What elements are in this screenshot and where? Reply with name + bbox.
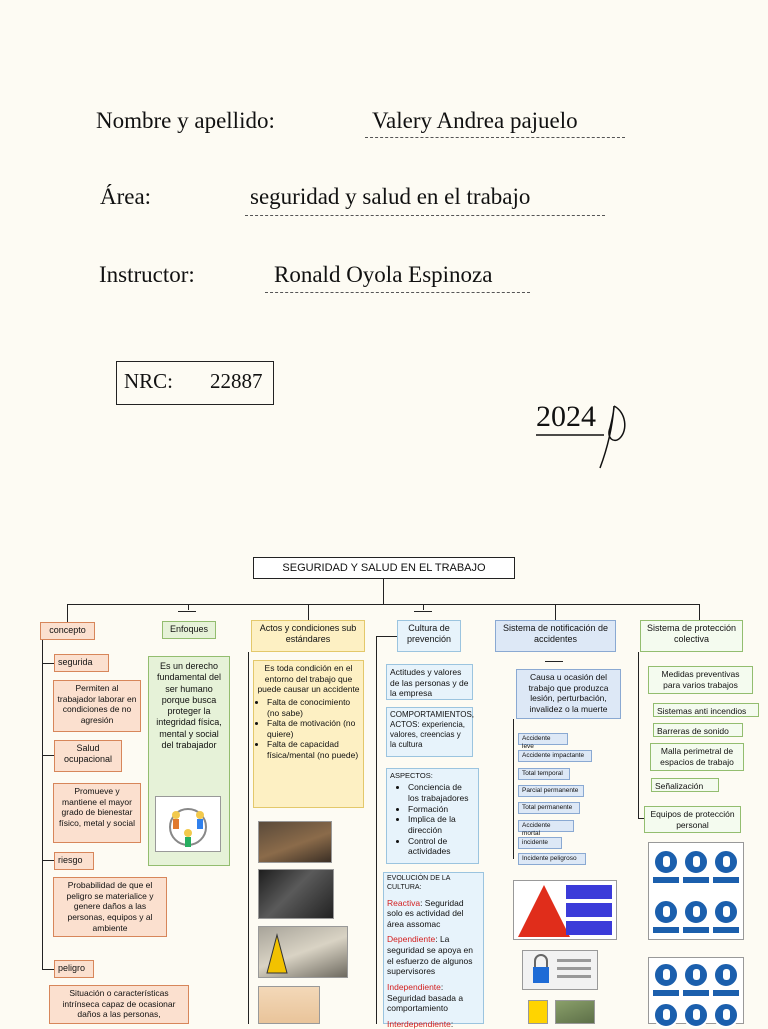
nrc-label: NRC: (124, 369, 174, 393)
area-value: seguridad y salud en el trabajo (250, 184, 531, 209)
ppe-sign-icon (713, 1002, 739, 1028)
interdependiente-text: : (450, 1018, 454, 1029)
evolucion-reactiva (387, 898, 480, 930)
aspecto-item: • Implica de la dirección (408, 814, 475, 835)
enfoques-header: Enfoques (162, 621, 216, 639)
ppe-signs-panel-2 (648, 957, 744, 1024)
name-label: Nombre y apellido: (96, 108, 275, 133)
workplace-photo-1 (258, 821, 332, 863)
riesgo-node: riesgo (54, 852, 94, 870)
ppe-sign-icon (683, 962, 709, 988)
sistema-desc: Causa u ocasión del trabajo que produzca lesión, perturbación, invalidez o la muerte (516, 669, 621, 719)
sign-caption (683, 877, 709, 883)
sistema-item: Accidente mortal (518, 820, 574, 832)
electrical-warning-icon (528, 1000, 548, 1024)
cultura-comportamientos: COMPORTAMIENTOS, ACTOS: experiencia, valores, creencias y la cultura (386, 707, 473, 757)
ppe-sign-icon (683, 899, 709, 925)
aspecto-item: • Control de actividades (408, 836, 475, 857)
padlock-icon (523, 951, 597, 989)
sign-caption (653, 877, 679, 883)
cultura-actitudes: Actitudes y valores de las personas y de la empresa (386, 664, 473, 700)
sistema-item: Total temporal (518, 768, 570, 780)
connector-enfoques (188, 604, 189, 610)
actos-header: Actos y condiciones sub estándares (251, 620, 365, 652)
site-photo (555, 1000, 595, 1024)
teamwork-illustration (155, 796, 221, 852)
actos-spine (248, 652, 249, 1024)
lockout-tag-figure (522, 950, 598, 990)
sistema-spine (513, 719, 514, 859)
sistema-item: Accidente impactante (518, 750, 592, 762)
evolucion-independiente (387, 982, 480, 1014)
actos-item: • Falta de conocimiento (no sabe) (267, 697, 360, 718)
riesgo-desc: Probabilidad de que el peligro se materialice y genere daños a las personas, equipos y al ambiente (53, 877, 167, 937)
area-underline (245, 215, 605, 216)
sistema-header: Sistema de notificación de accidentes (495, 620, 616, 652)
concepto-spine (42, 640, 43, 970)
cultura-spine (376, 636, 377, 1024)
fall-photo (258, 926, 348, 978)
proteccion-item: Malla perimetral de espacios de trabajo (650, 743, 744, 771)
sign-caption (653, 990, 679, 996)
aspectos-list (390, 782, 475, 856)
year: 2024 (536, 400, 596, 433)
connector-sistema (555, 604, 556, 620)
sistema-item: Accidente leve (518, 733, 568, 745)
salud-node: Salud ocupacional (54, 740, 122, 772)
connector-segurida (42, 663, 54, 664)
connector-actos (308, 604, 309, 620)
epp-node: Equipos de protección personal (644, 806, 741, 833)
connector-cultura (423, 604, 424, 610)
proteccion-spine (638, 652, 639, 818)
accident-pyramid-figure (513, 880, 617, 940)
salud-desc: Promueve y mantiene el mayor grado de bienestar físico, metal y social (53, 783, 141, 843)
cultura-aspectos (386, 768, 479, 864)
independiente-text: : Seguridad basada a comportamiento (387, 981, 464, 1014)
sign-caption (713, 927, 739, 933)
segurida-node: segurida (54, 654, 109, 672)
teamwork-figures (156, 797, 220, 851)
cultura-evolucion (383, 872, 484, 1029)
dependiente-text: : La seguridad se apoya en el esfuerzo de algunos supervisores (387, 934, 474, 977)
tick-enfoques (178, 611, 196, 612)
connector-peligro (42, 969, 54, 970)
instructor-label: Instructor: (99, 262, 195, 287)
name-value: Valery Andrea pajuelo (372, 108, 578, 133)
connector-main-bar (67, 604, 699, 605)
cables-photo (258, 869, 334, 919)
ppe-sign-icon (653, 1002, 679, 1028)
sign-caption (683, 990, 709, 996)
sign-caption (653, 927, 679, 933)
ppe-sign-icon (713, 899, 739, 925)
connector-salud (42, 755, 54, 756)
peligro-desc: Situación o características intrínseca capaz de ocasionar daños a las personas, (49, 985, 189, 1024)
ppe-sign-icon (713, 962, 739, 988)
ppe-sign-icon (653, 899, 679, 925)
dependiente-label: Dependiente (387, 934, 436, 945)
ppe-sign-icon (653, 962, 679, 988)
sign-caption (713, 990, 739, 996)
name-underline (365, 137, 625, 138)
concepto-header: concepto (40, 622, 95, 640)
actos-item: • Falta de motivación (no quiere) (267, 718, 360, 739)
sistema-item: Incidente peligroso (518, 853, 586, 865)
tick-cultura (414, 611, 432, 612)
connector-concepto (67, 604, 68, 622)
proteccion-item: Señalización (651, 778, 719, 792)
interdependiente-label: Interdependiente (387, 1018, 451, 1029)
sign-caption (683, 927, 709, 933)
area-label: Área: (100, 184, 152, 209)
sign-caption (713, 877, 739, 883)
evolucion-dependiente (387, 934, 480, 977)
proteccion-item: Barreras de sonido (653, 723, 743, 737)
worker-photo (258, 986, 320, 1024)
connector-proteccion (699, 604, 700, 620)
signature-flourish (534, 402, 634, 472)
wet-floor-sign-icon (259, 927, 347, 977)
cultura-hook (376, 636, 397, 637)
instructor-underline (265, 292, 530, 293)
aspecto-item: • Conciencia de los trabajadores (408, 782, 475, 803)
instructor-value: Ronald Oyola Espinoza (274, 262, 493, 287)
ppe-sign-icon (653, 849, 679, 875)
enfoques-desc: Es un derecho fundamental del ser humano porque busca proteger la integridad física, mental y social del trabajador (156, 661, 222, 750)
connector-title (383, 579, 384, 604)
actos-card (253, 660, 364, 808)
peligro-node: peligro (54, 960, 94, 978)
sistema-item: Total permanente (518, 802, 580, 814)
segurida-desc: Permiten al trabajador laborar en condiciones de no agresión (53, 680, 141, 732)
reactiva-text: : Seguridad solo es actividad del área assomac (387, 897, 464, 929)
cultura-header: Cultura de prevención (397, 620, 461, 652)
ppe-sign-icon (683, 1002, 709, 1028)
aspectos-title: ASPECTOS: (390, 771, 433, 780)
ppe-sign-icon (713, 849, 739, 875)
sistema-item: Parcial permanente (518, 785, 584, 797)
map-title: SEGURIDAD Y SALUD EN EL TRABAJO (253, 557, 515, 579)
sistema-item: incidente (518, 837, 562, 849)
independiente-label: Independiente (387, 981, 441, 992)
actos-intro: Es toda condición en el entorno del trabajo que puede causar un accidente (257, 663, 360, 695)
actos-list (257, 697, 360, 761)
reactiva-label: Reactiva (387, 897, 421, 908)
connector-riesgo (42, 860, 54, 861)
evolucion-interdependiente (387, 1019, 480, 1029)
evolucion-title: EVOLUCIÓN DE LA CULTURA: (387, 875, 451, 891)
aspecto-item: • Formación (408, 804, 475, 815)
tick-sistema (545, 661, 563, 662)
pyramid-graphic (514, 881, 616, 939)
actos-item: • Falta de capacidad física/mental (no puede) (267, 739, 360, 760)
proteccion-header: Sistema de protección colectiva (640, 620, 743, 652)
proteccion-item: Sistemas anti incendios (653, 703, 759, 717)
nrc-value: 22887 (210, 369, 263, 393)
ppe-sign-icon (683, 849, 709, 875)
ppe-signs-panel-1 (648, 842, 744, 940)
proteccion-item: Medidas preventivas para varios trabajos (648, 666, 753, 694)
